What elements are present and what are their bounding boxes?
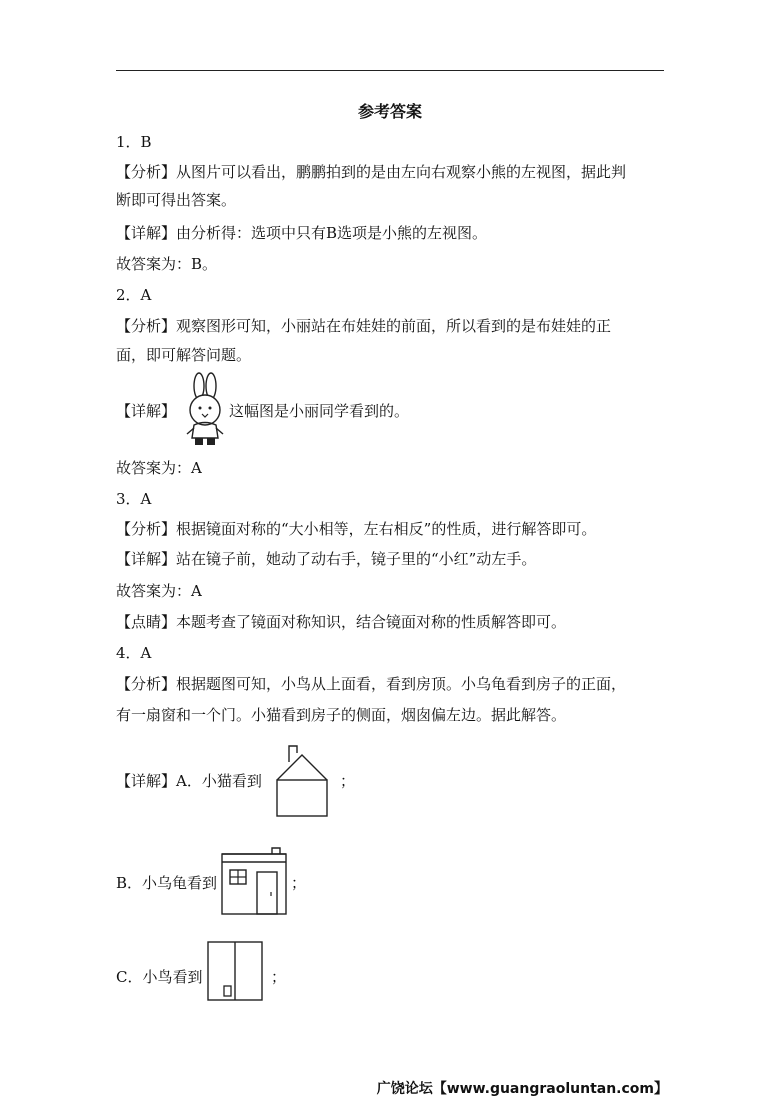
house-front-view-illustration: [220, 844, 290, 916]
bunny-doll-illustration: [182, 372, 228, 448]
answer-4-c-semicolon: ；: [271, 968, 287, 986]
answer-2-analysis-cont: 面，即可解答问题。: [116, 346, 252, 364]
answer-2-detail-label: 【详解】: [116, 402, 177, 420]
answer-4-analysis-cont: 有一扇窗和一个门。小猫看到房子的侧面，烟囱偏左边。据此解答。: [116, 706, 567, 724]
answer-3-analysis: 【分析】根据镜面对称的“大小相等，左右相反”的性质，进行解答即可。: [116, 520, 597, 538]
answer-1-analysis-cont: 断即可得出答案。: [116, 191, 237, 209]
answer-2-result: 故答案为：A: [116, 459, 202, 477]
answer-4-number: 4．A: [116, 644, 152, 662]
answer-2-analysis: 【分析】观察图形可知，小丽站在布娃娃的前面，所以看到的是布娃娃的正: [116, 317, 612, 335]
answer-3-number: 3．A: [116, 490, 152, 508]
header-rule: [116, 70, 664, 71]
house-top-view-illustration: [206, 940, 266, 1004]
answer-4-a-semicolon: ；: [340, 772, 356, 790]
answer-1-analysis: 【分析】从图片可以看出，鹏鹏拍到的是由左向右观察小熊的左视图，据此判: [116, 163, 627, 181]
answer-4-detail-a: 【详解】A．小猫看到: [116, 772, 262, 790]
page-title: 参考答案: [357, 102, 422, 121]
answer-3-comment: 【点睛】本题考查了镜面对称知识，结合镜面对称的性质解答即可。: [116, 613, 567, 631]
answer-3-detail: 【详解】站在镜子前，她动了动右手，镜子里的“小红”动左手。: [116, 550, 537, 568]
answer-4-detail-c: C．小鸟看到: [116, 968, 203, 986]
answer-4-analysis: 【分析】根据题图可知，小鸟从上面看，看到房顶。小乌龟看到房子的正面，: [116, 675, 627, 693]
answer-2-number: 2．A: [116, 286, 152, 304]
answer-1-number: 1．B: [116, 133, 152, 151]
answer-4-b-semicolon: ；: [291, 874, 307, 892]
house-side-view-illustration: [272, 742, 332, 818]
answer-1-result: 故答案为：B。: [116, 255, 218, 273]
answer-2-detail-text: 这幅图是小丽同学看到的。: [229, 402, 410, 420]
answer-1-detail: 【详解】由分析得：选项中只有B选项是小熊的左视图。: [116, 224, 488, 242]
answer-3-result: 故答案为：A: [116, 582, 202, 600]
site-footer: 广饶论坛【www.guangraoluntan.com】: [376, 1081, 668, 1097]
answer-4-detail-b: B．小乌龟看到: [116, 874, 218, 892]
